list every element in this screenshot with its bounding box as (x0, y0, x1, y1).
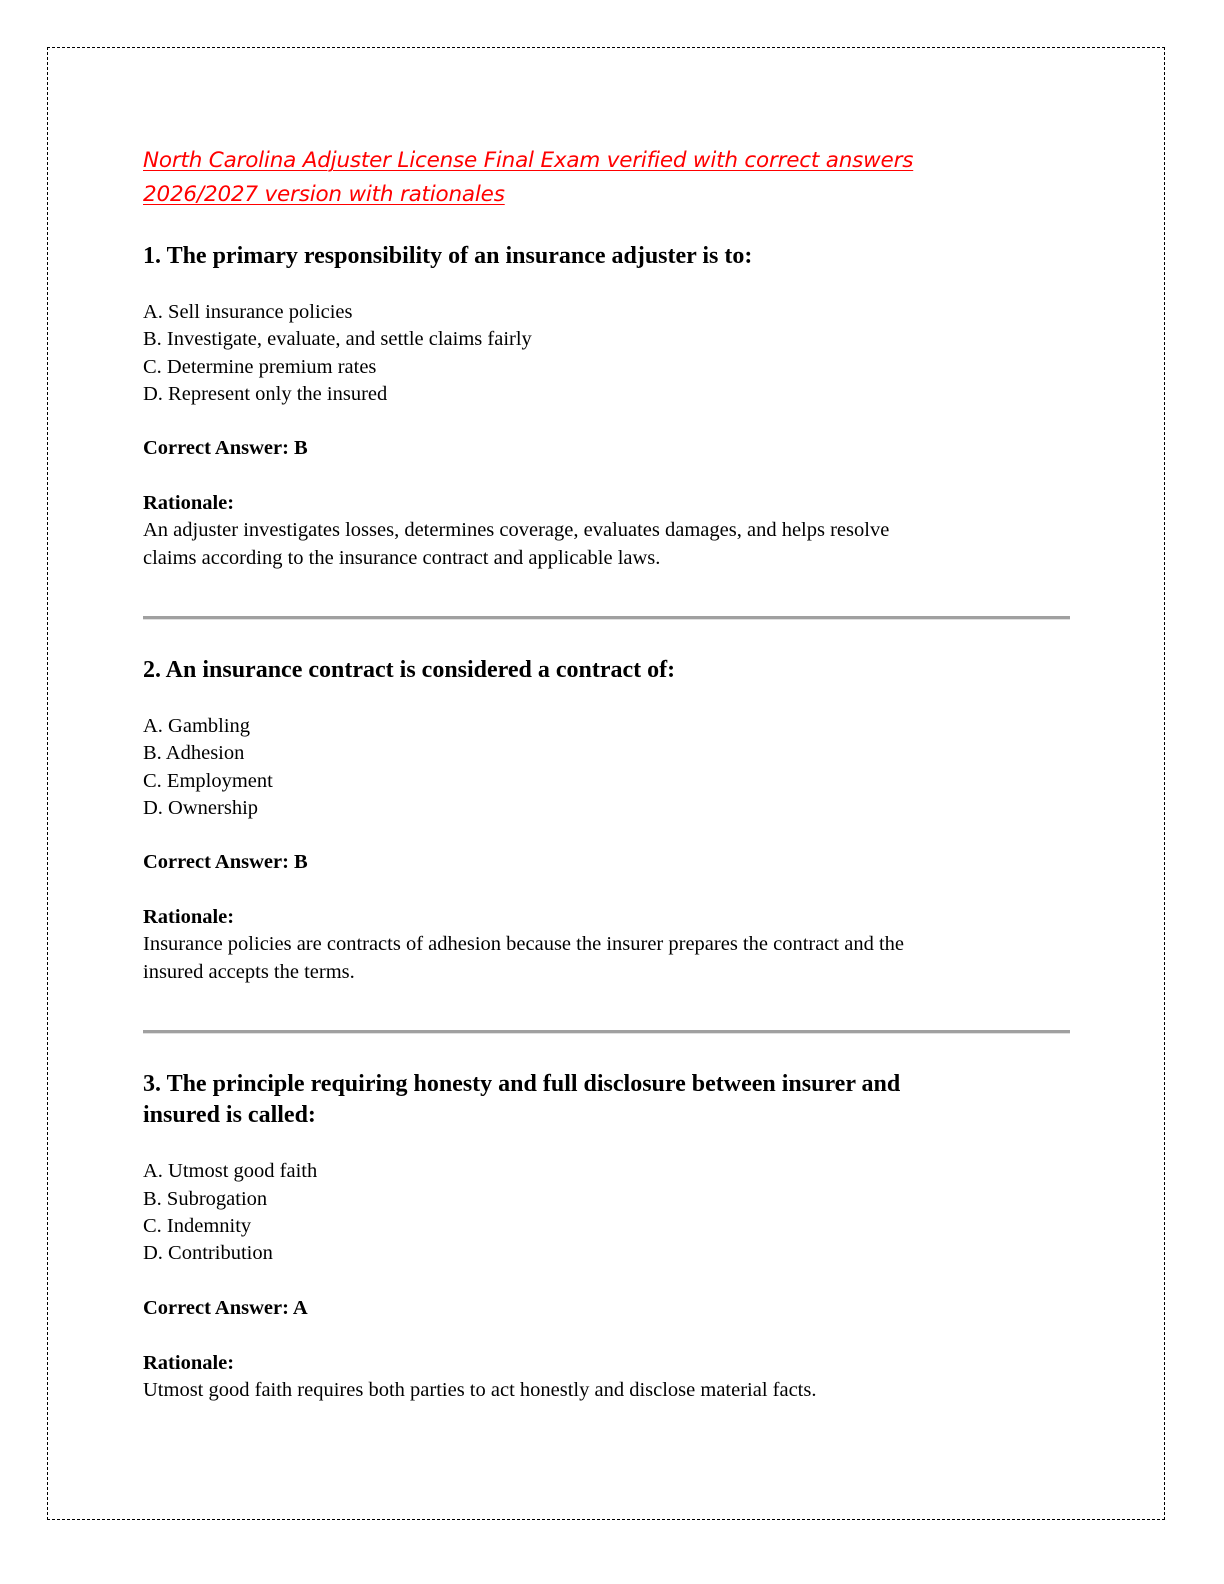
option-b: B. Adhesion (143, 742, 245, 765)
title-line-1: North Carolina Adjuster License Final Exam verified with correct answers (143, 148, 914, 173)
option-d: D. Ownership (143, 797, 259, 820)
rationale-line: Insurance policies are contracts of adhesion because the insurer prepares the contract and the (143, 933, 905, 956)
rationale-label: Rationale: (143, 1351, 235, 1374)
title-line-2: 2026/2027 version with rationales (143, 182, 505, 207)
question-1 (143, 241, 1073, 572)
rationale-label: Rationale: (143, 492, 235, 515)
question-3-line-2: insured is called: (143, 1102, 316, 1129)
question-1-options (143, 299, 1073, 408)
option-b: B. Investigate, evaluate, and settle claims fairly (143, 328, 532, 351)
document-title (143, 144, 1073, 212)
rationale-line: An adjuster investigates losses, determines coverage, evaluates damages, and helps resolve (143, 519, 890, 542)
option-c: C. Determine premium rates (143, 355, 377, 378)
section-divider (143, 616, 1070, 620)
option-d: D. Represent only the insured (143, 382, 388, 405)
option-a: A. Gambling (143, 715, 251, 738)
rationale-text (143, 517, 1073, 572)
option-a: A. Sell insurance policies (143, 301, 353, 323)
question-1-text: 1. The primary responsibility of an insurance adjuster is to: (143, 243, 753, 269)
option-d: D. Contribution (143, 1242, 273, 1265)
question-3 (143, 1069, 1073, 1404)
document-content (143, 144, 1073, 1404)
rationale-line: claims according to the insurance contract and applicable laws. (143, 546, 661, 569)
question-3-options (143, 1158, 1073, 1267)
correct-answer: Correct Answer: B (143, 851, 308, 874)
rationale-label: Rationale: (143, 906, 235, 929)
rationale-line: Utmost good faith requires both parties to act honestly and disclose material facts. (143, 1378, 817, 1401)
section-divider (143, 1030, 1070, 1034)
option-c: C. Employment (143, 769, 273, 792)
question-2-options (143, 713, 1073, 822)
question-2-text: 2. An insurance contract is considered a contract of: (143, 657, 676, 684)
rationale-text (143, 1377, 1073, 1405)
option-b: B. Subrogation (143, 1187, 268, 1210)
question-2 (143, 655, 1073, 986)
option-a: A. Utmost good faith (143, 1160, 318, 1183)
question-3-text (143, 1069, 1073, 1131)
correct-answer: Correct Answer: A (143, 1296, 308, 1319)
correct-answer: Correct Answer: B (143, 437, 308, 460)
rationale-line: insured accepts the terms. (143, 960, 355, 983)
option-c: C. Indemnity (143, 1214, 252, 1237)
rationale-text (143, 931, 1073, 986)
question-3-line-1: 3. The principle requiring honesty and full disclosure between insurer and (143, 1071, 901, 1098)
